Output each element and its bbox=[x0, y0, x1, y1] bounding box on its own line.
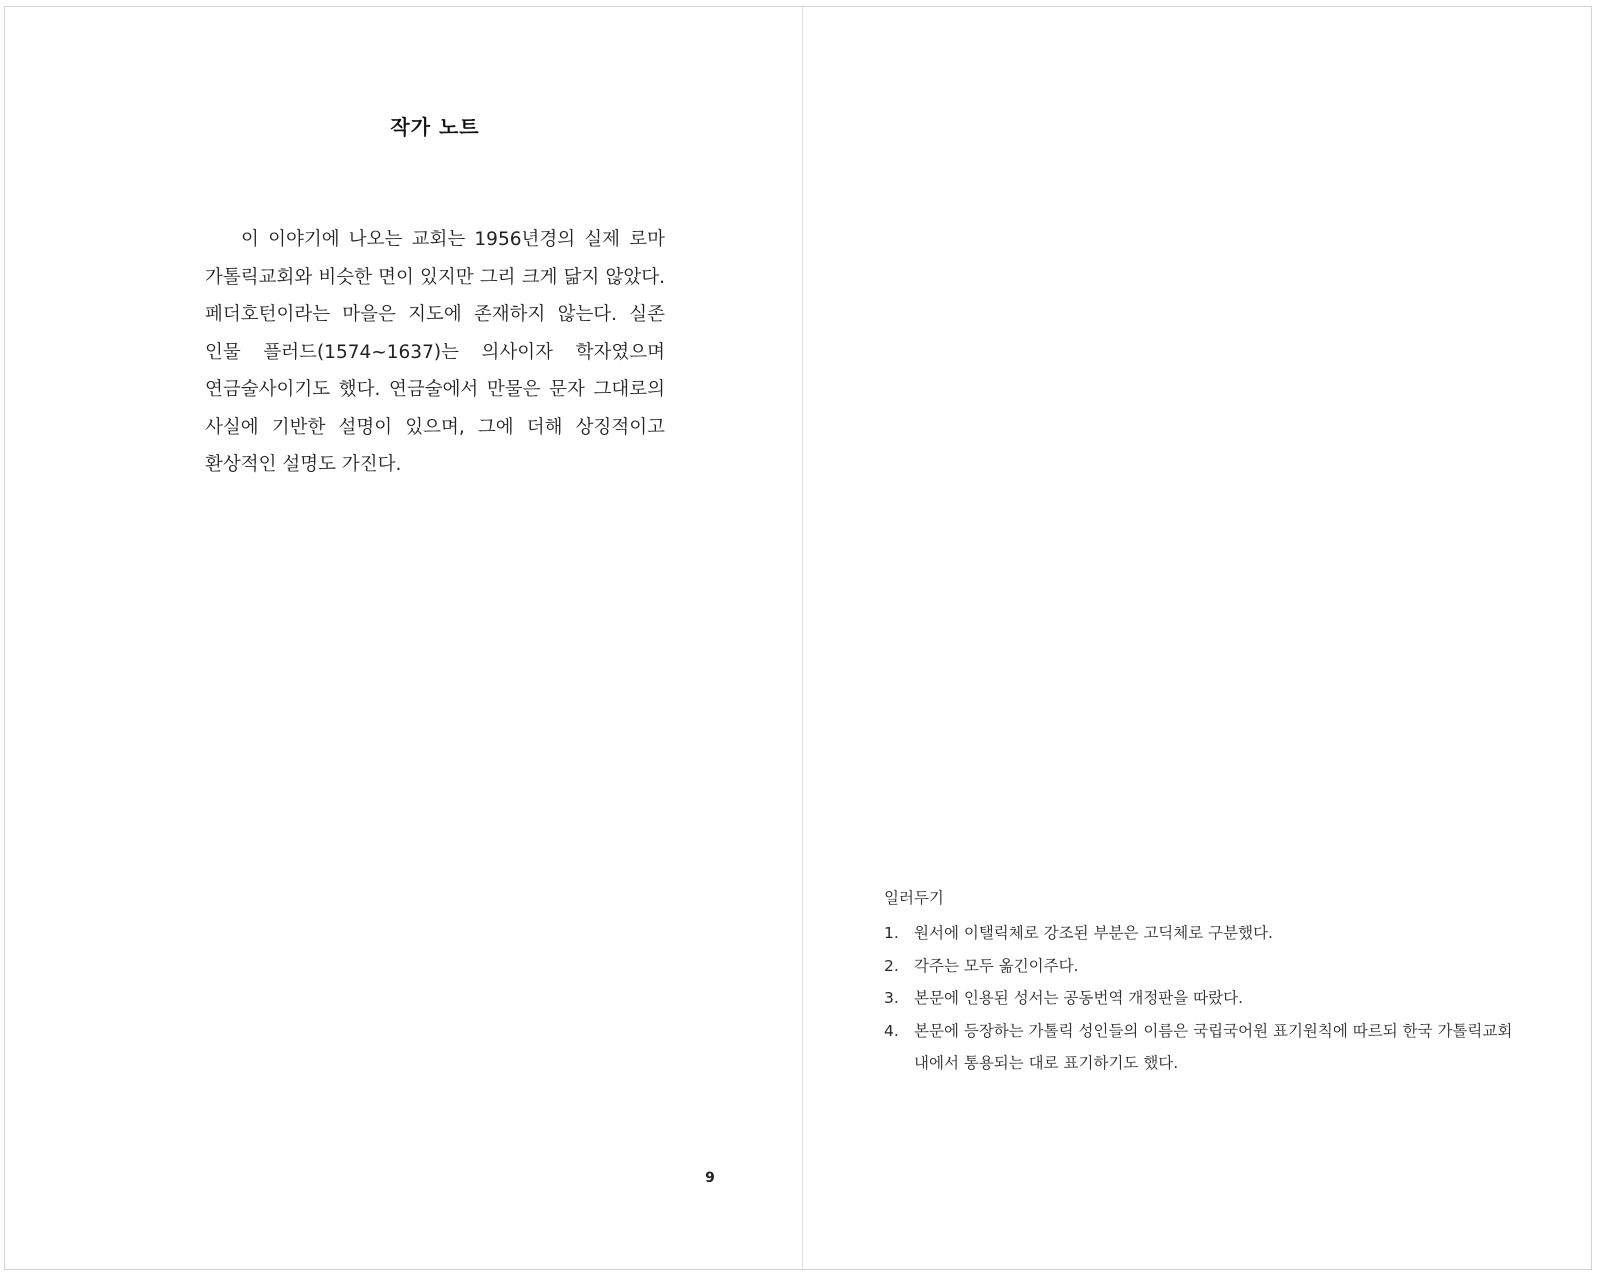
notes-title: 일러두기 bbox=[884, 889, 944, 907]
editorial-notes bbox=[884, 887, 1524, 1080]
left-page bbox=[5, 7, 802, 1269]
note-item-3 bbox=[884, 982, 1524, 1015]
note-text: 본문에 인용된 성서는 공동번역 개정판을 따랐다. bbox=[914, 989, 1244, 1007]
body-paragraph: 이 이야기에 나오는 교회는 1956년경의 실제 로마 가톨릭교회와 비슷한 면이 있지만 그리 크게 닮지 않았다. 페더호턴이라는 마을은 지도에 존재하지 않는다. 실존 인물 플러드(1574~1637)는 의사이자 학자였으며 연금술사이기도 했다. 연금술에서 만물은 문자 그대로의 사실에 기반한 설명이 있으며, 그에 더해 상징적이고 환상적인 설명도 가진다. bbox=[205, 229, 665, 475]
note-number: 3. bbox=[884, 989, 899, 1007]
body-text bbox=[205, 221, 665, 484]
note-item-2 bbox=[884, 950, 1524, 983]
book-spread bbox=[4, 6, 1592, 1270]
chapter-title: 작가 노트 bbox=[390, 115, 480, 139]
note-number: 1. bbox=[884, 924, 899, 942]
notes-list bbox=[884, 917, 1524, 1080]
note-item-1 bbox=[884, 917, 1524, 950]
right-page bbox=[803, 7, 1591, 1269]
note-item-4 bbox=[884, 1015, 1524, 1080]
page-number: 9 bbox=[705, 1170, 715, 1186]
note-number: 4. bbox=[884, 1021, 899, 1040]
note-text: 각주는 모두 옮긴이주다. bbox=[914, 956, 1079, 975]
note-text: 원서에 이탤릭체로 강조된 부분은 고딕체로 구분했다. bbox=[914, 924, 1273, 942]
note-text: 본문에 등장하는 가톨릭 성인들의 이름은 국립국어원 표기원칙에 따르되 한국 가톨릭교회 내에서 통용되는 대로 표기하기도 했다. bbox=[914, 1021, 1513, 1072]
note-number: 2. bbox=[884, 956, 899, 975]
